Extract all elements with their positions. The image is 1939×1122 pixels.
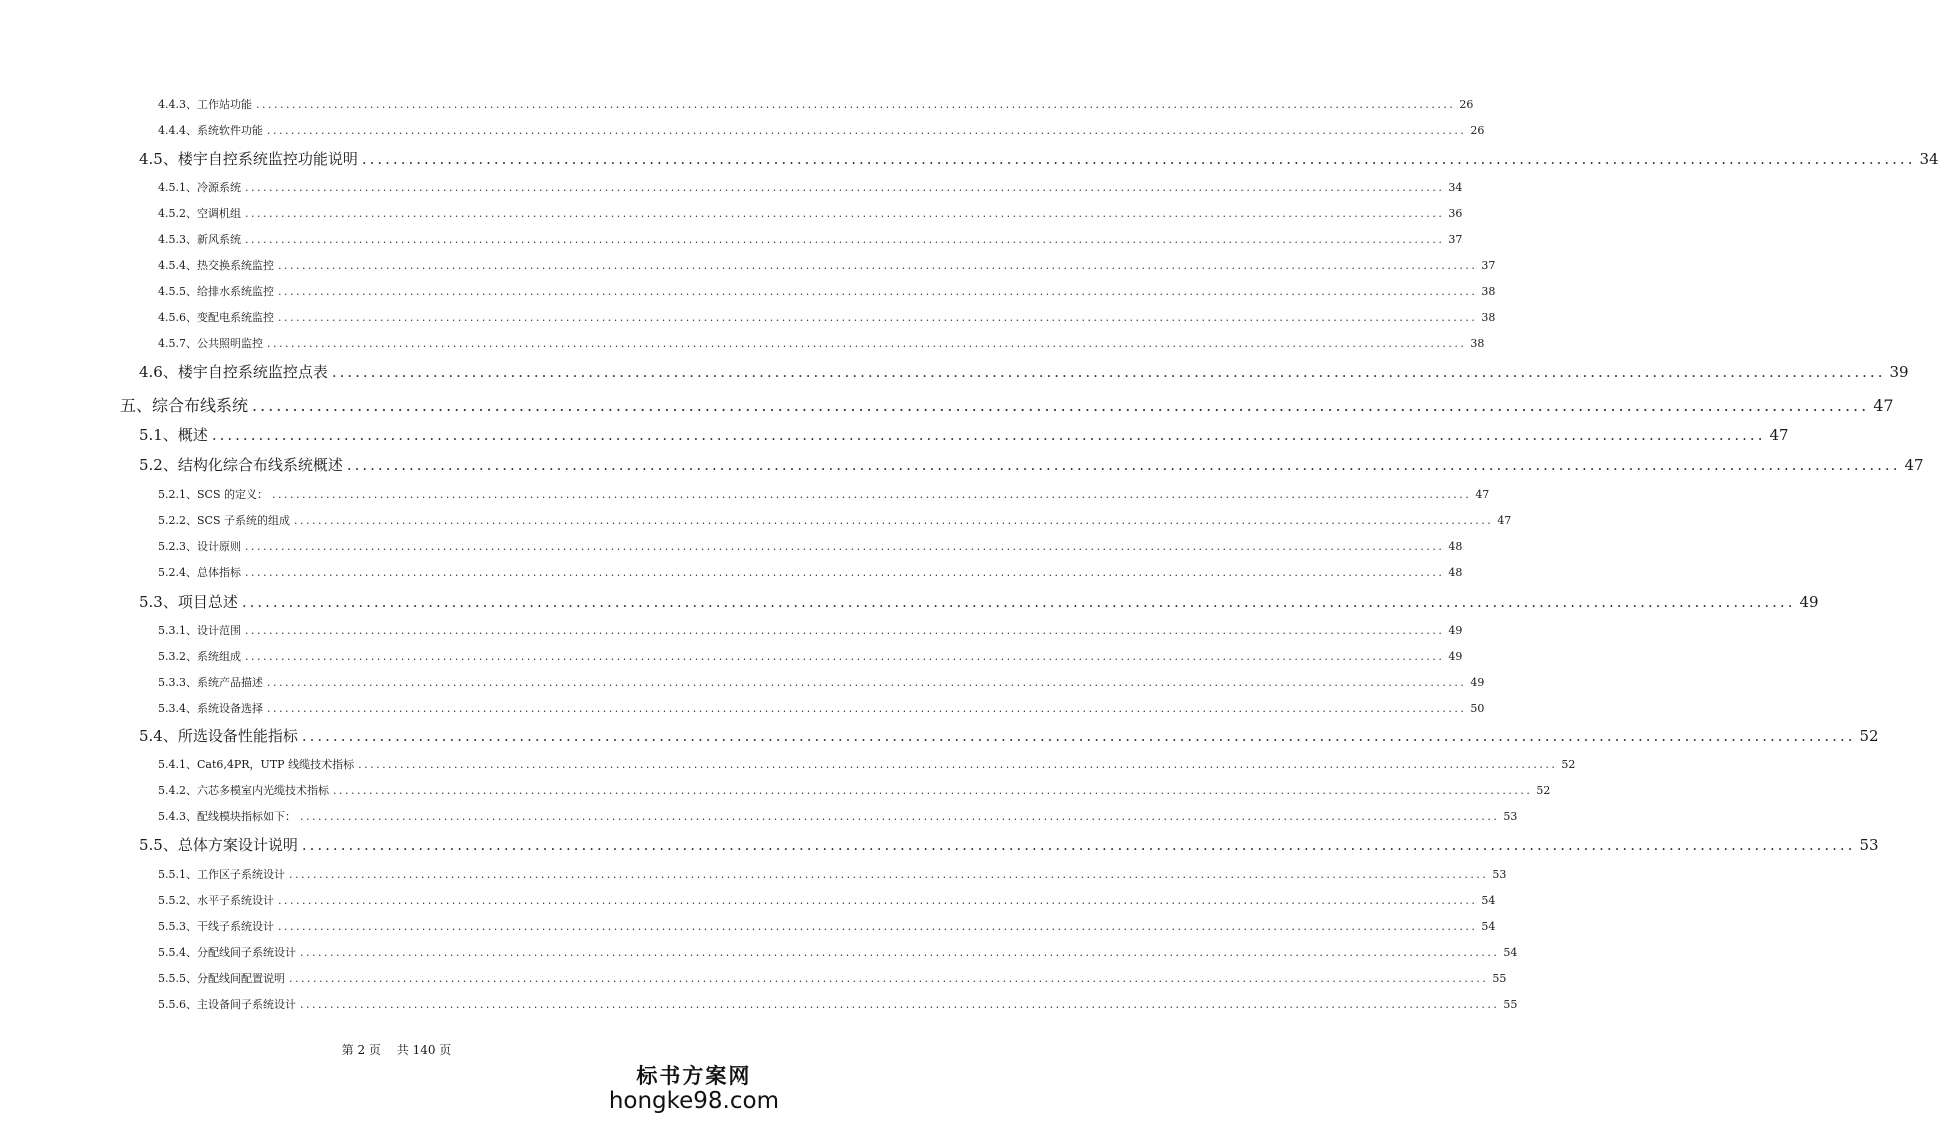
toc-entry-page: 53 [1503, 810, 1518, 823]
toc-entry-label: 4.5.5、给排水系统监控 [158, 285, 274, 298]
page-total: 共 140 页 [396, 1043, 452, 1057]
toc-entry[interactable] [158, 486, 1490, 502]
toc-entry[interactable] [139, 591, 1819, 612]
toc-leader-dots: ........................................................................................................................................................................................................ [301, 836, 1856, 854]
page-number: 第 2 页 [341, 1043, 381, 1057]
toc-leader-dots: ........................................................................................................................................................................................................ [267, 337, 1467, 350]
toc-entry[interactable] [158, 96, 1474, 112]
toc-leader-dots: ........................................................................................................................................................................................................ [289, 868, 1489, 881]
toc-leader-dots: ........................................................................................................................................................................................................ [252, 396, 1870, 415]
toc-entry-page: 38 [1481, 311, 1496, 324]
toc-entry-page: 49 [1799, 593, 1819, 611]
toc-entry-page: 38 [1470, 337, 1485, 350]
toc-leader-dots: ........................................................................................................................................................................................................ [241, 593, 1796, 611]
toc-entry-label: 4.4.4、系统软件功能 [158, 124, 263, 137]
toc-entry-label: 4.5.4、热交换系统监控 [158, 259, 274, 272]
toc-entry-label: 5.2.3、设计原则 [158, 540, 241, 553]
toc-leader-dots: ........................................................................................................................................................................................................ [361, 150, 1916, 168]
toc-leader-dots: ........................................................................................................................................................................................................ [245, 566, 1445, 579]
toc-entry-label: 4.5、楼宇自控系统监控功能说明 [139, 150, 358, 168]
toc-leader-dots: ........................................................................................................................................................................................................ [300, 998, 1500, 1011]
toc-leader-dots: ........................................................................................................................................................................................................ [278, 894, 1478, 907]
toc-entry-label: 5.4、所选设备性能指标 [139, 727, 298, 745]
toc-leader-dots: ........................................................................................................................................................................................................ [293, 514, 1494, 527]
toc-entry[interactable] [158, 335, 1485, 351]
toc-entry[interactable] [158, 808, 1518, 824]
toc-entry-label: 5.2.4、总体指标 [158, 566, 241, 579]
page-footer [0, 1041, 793, 1058]
toc-leader-dots: ........................................................................................................................................................................................................ [267, 124, 1467, 137]
toc-entry-label: 4.6、楼宇自控系统监控点表 [139, 363, 328, 381]
toc-leader-dots: ........................................................................................................................................................................................................ [278, 311, 1478, 324]
toc-entry[interactable] [158, 700, 1485, 716]
toc-leader-dots: ........................................................................................................................................................................................................ [245, 624, 1445, 637]
toc-entry[interactable] [158, 512, 1512, 528]
toc-leader-dots: ........................................................................................................................................................................................................ [271, 488, 1472, 501]
toc-entry-page: 53 [1859, 836, 1879, 854]
toc-entry[interactable] [158, 970, 1507, 986]
toc-entry-label: 5.5.5、分配线间配置说明 [158, 972, 285, 985]
toc-entry-page: 47 [1769, 426, 1789, 444]
toc-entry[interactable] [139, 148, 1939, 169]
toc-entry-page: 48 [1448, 566, 1463, 579]
toc-entry[interactable] [158, 179, 1463, 195]
toc-entry-page: 52 [1859, 727, 1879, 745]
toc-leader-dots: ........................................................................................................................................................................................................ [267, 702, 1467, 715]
toc-entry-label: 5.5.4、分配线间子系统设计 [158, 946, 296, 959]
toc-leader-dots: ........................................................................................................................................................................................................ [211, 426, 1766, 444]
toc-entry-page: 52 [1561, 758, 1576, 771]
toc-entry-label: 5.4.1、Cat6,4PR，UTP 线缆技术指标 [158, 758, 355, 771]
toc-entry-page: 49 [1470, 676, 1485, 689]
toc-entry-label: 五、综合布线系统 [120, 396, 249, 415]
toc-entry[interactable] [158, 538, 1463, 554]
toc-entry-page: 37 [1448, 233, 1463, 246]
toc-leader-dots: ........................................................................................................................................................................................................ [245, 207, 1445, 220]
toc-entry-page: 54 [1503, 946, 1518, 959]
toc-entry[interactable] [158, 866, 1507, 882]
toc-entry[interactable] [158, 944, 1518, 960]
toc-entry-page: 48 [1448, 540, 1463, 553]
toc-entry-page: 47 [1475, 488, 1490, 501]
toc-entry[interactable] [158, 309, 1496, 325]
toc-entry-page: 47 [1873, 396, 1894, 415]
toc-entry-label: 4.5.2、空调机组 [158, 207, 241, 220]
toc-entry-page: 55 [1492, 972, 1507, 985]
toc-entry-label: 5.3.4、系统设备选择 [158, 702, 263, 715]
toc-entry-label: 4.4.3、工作站功能 [158, 98, 252, 111]
toc-entry-label: 5.3.2、系统组成 [158, 650, 241, 663]
toc-entry-label: 5.2.1、SCS 的定义： [158, 488, 268, 501]
toc-entry-page: 52 [1536, 784, 1551, 797]
toc-entry-label: 5.1、概述 [139, 426, 208, 444]
toc-entry-page: 34 [1919, 150, 1939, 168]
toc-leader-dots: ........................................................................................................................................................................................................ [245, 233, 1445, 246]
toc-entry-page: 34 [1448, 181, 1463, 194]
toc-entry[interactable] [158, 756, 1576, 772]
toc-entry[interactable] [158, 892, 1496, 908]
toc-entry-label: 5.3、项目总述 [139, 593, 238, 611]
toc-entry-label: 5.5.1、工作区子系统设计 [158, 868, 285, 881]
watermark-url: hongke98.com [608, 1088, 779, 1114]
toc-entry-page: 36 [1448, 207, 1463, 220]
toc-entry[interactable] [158, 205, 1463, 221]
toc-entry[interactable] [158, 782, 1551, 798]
toc-leader-dots: ........................................................................................................................................................................................................ [278, 920, 1478, 933]
toc-entry-label: 5.5.6、主设备间子系统设计 [158, 998, 296, 1011]
toc-entry-label: 5.2、结构化综合布线系统概述 [139, 456, 343, 474]
toc-entry-page: 55 [1503, 998, 1518, 1011]
toc-entry-page: 49 [1448, 650, 1463, 663]
toc-entry[interactable] [158, 996, 1518, 1012]
toc-leader-dots: ........................................................................................................................................................................................................ [300, 810, 1500, 823]
toc-entry-page: 47 [1904, 456, 1924, 474]
toc-entry-page: 53 [1492, 868, 1507, 881]
toc-entry-label: 5.2.2、SCS 子系统的组成 [158, 514, 290, 527]
toc-entry[interactable] [158, 257, 1496, 273]
toc-leader-dots: ........................................................................................................................................................................................................ [300, 946, 1500, 959]
toc-entry-label: 5.5.3、干线子系统设计 [158, 920, 274, 933]
toc-entry[interactable] [158, 564, 1463, 580]
toc-entry-label: 5.5、总体方案设计说明 [139, 836, 298, 854]
toc-entry-page: 38 [1481, 285, 1496, 298]
toc-entry-page: 26 [1459, 98, 1474, 111]
watermark-name: 标书方案网 [636, 1063, 752, 1088]
toc-entry-page: 39 [1889, 363, 1909, 381]
toc-leader-dots: ........................................................................................................................................................................................................ [333, 784, 1533, 797]
toc-entry[interactable] [120, 393, 1894, 416]
toc-entry[interactable] [139, 454, 1924, 475]
toc-entry[interactable] [158, 918, 1496, 934]
toc-entry-page: 49 [1448, 624, 1463, 637]
toc-entry-label: 4.5.6、变配电系统监控 [158, 311, 274, 324]
toc-entry-page: 47 [1497, 514, 1512, 527]
toc-entry[interactable] [139, 725, 1879, 746]
toc-entry-label: 5.5.2、水平子系统设计 [158, 894, 274, 907]
toc-entry[interactable] [139, 834, 1879, 855]
toc-leader-dots: ........................................................................................................................................................................................................ [245, 650, 1445, 663]
toc-entry-page: 54 [1481, 920, 1496, 933]
toc-leader-dots: ........................................................................................................................................................................................................ [289, 972, 1489, 985]
toc-leader-dots: ........................................................................................................................................................................................................ [256, 98, 1456, 111]
toc-leader-dots: ........................................................................................................................................................................................................ [331, 363, 1886, 381]
toc-leader-dots: ........................................................................................................................................................................................................ [301, 727, 1856, 745]
toc-entry[interactable] [139, 424, 1789, 445]
toc-entry[interactable] [158, 648, 1463, 664]
toc-entry[interactable] [158, 122, 1485, 138]
toc-entry[interactable] [158, 231, 1463, 247]
toc-entry-label: 5.4.2、六芯多模室内光缆技术指标 [158, 784, 329, 797]
toc-leader-dots: ........................................................................................................................................................................................................ [267, 676, 1467, 689]
toc-entry-label: 5.4.3、配线模块指标如下： [158, 810, 296, 823]
toc-entry-label: 4.5.1、冷源系统 [158, 181, 241, 194]
toc-leader-dots: ........................................................................................................................................................................................................ [358, 758, 1558, 771]
toc-entry-page: 54 [1481, 894, 1496, 907]
toc-leader-dots: ........................................................................................................................................................................................................ [245, 181, 1445, 194]
toc-leader-dots: ........................................................................................................................................................................................................ [245, 540, 1445, 553]
toc-entry-label: 4.5.7、公共照明监控 [158, 337, 263, 350]
toc-entry-label: 5.3.1、设计范围 [158, 624, 241, 637]
toc-entry-page: 37 [1481, 259, 1496, 272]
watermark-logo [609, 1060, 779, 1114]
toc-entry-label: 5.3.3、系统产品描述 [158, 676, 263, 689]
toc-entry-page: 50 [1470, 702, 1485, 715]
toc-entry[interactable] [158, 674, 1485, 690]
toc-entry[interactable] [139, 361, 1909, 382]
toc-leader-dots: ........................................................................................................................................................................................................ [278, 285, 1478, 298]
toc-entry[interactable] [158, 283, 1496, 299]
toc-entry-label: 4.5.3、新风系统 [158, 233, 241, 246]
toc-leader-dots: ........................................................................................................................................................................................................ [346, 456, 1901, 474]
toc-entry[interactable] [158, 622, 1463, 638]
toc-leader-dots: ........................................................................................................................................................................................................ [278, 259, 1478, 272]
toc-entry-page: 26 [1470, 124, 1485, 137]
